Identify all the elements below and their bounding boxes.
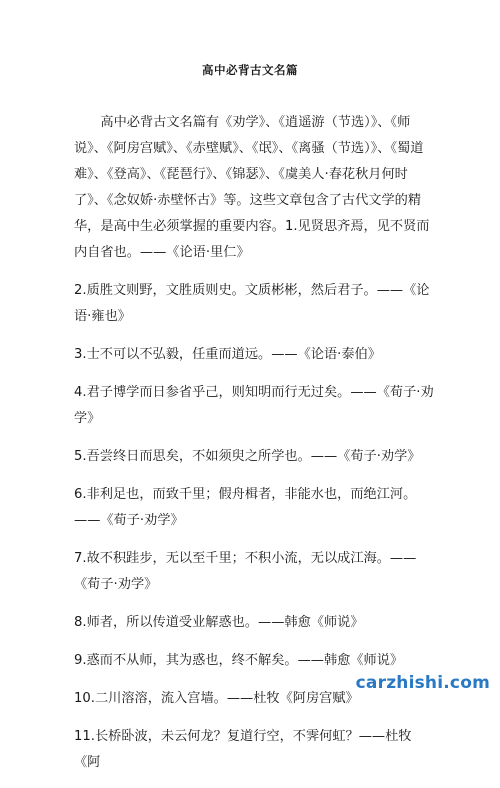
quote-paragraph: 2.质胜文则野，文胜质则史。文质彬彬，然后君子。——《论语·雍也》: [74, 283, 430, 324]
quote-paragraph: 6.非利足也，而致千里；假舟楫者，非能水也，而绝江河。——《荀子·劝学》: [74, 487, 417, 528]
quote-paragraph: 4.君子博学而日参省乎己，则知明而行无过矣。——《荀子·劝学》: [74, 385, 434, 426]
site-watermark: carzhishi.com: [355, 673, 490, 693]
quote-paragraph: 11.长桥卧波，未云何龙？复道行空，不霁何虹？——杜牧《阿: [74, 729, 412, 770]
quote-paragraph: 8.师者，所以传道受业解惑也。——韩愈《师说》: [74, 615, 364, 630]
intro-paragraph: 高中必背古文名篇有《劝学》、《逍遥游（节选）》、《师说》、《阿房宫赋》、《赤壁赋》、《氓》、《离骚（节选）》、《蜀道难》、《登高》、《琵琶行》、《锦瑟》、《虞美人·春花秋月何时了》、《念奴娇·赤壁怀古》等。这些文章包含了古代文学的精华，是高中生必须掌握的重要内容。1.见贤思齐焉，见不贤而内自省也。——《论语·里仁》: [74, 115, 430, 260]
quote-paragraph: 3.士不可以不弘毅，任重而道远。——《论语·泰伯》: [74, 347, 381, 362]
quote-paragraph: 7.故不积跬步，无以至千里；不积小流，无以成江海。——《荀子·劝学》: [74, 551, 417, 592]
document-title: 高中必背古文名篇: [202, 63, 298, 77]
quote-paragraph: 10.二川溶溶，流入宫墙。——杜牧《阿房宫赋》: [74, 691, 359, 706]
quote-paragraph: 5.吾尝终日而思矣，不如须臾之所学也。——《荀子·劝学》: [74, 449, 421, 464]
quote-paragraph: 9.惑而不从师，其为惑也，终不解矣。——韩愈《师说》: [74, 653, 404, 668]
